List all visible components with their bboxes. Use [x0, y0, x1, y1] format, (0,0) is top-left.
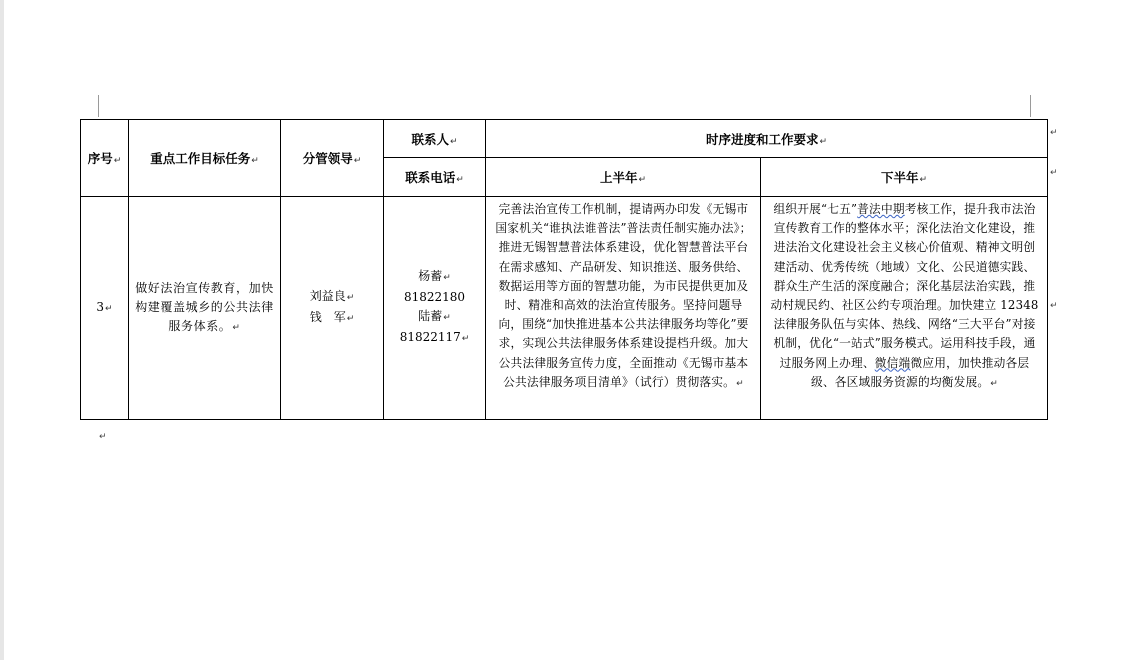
- header-schedule: [486, 120, 1048, 158]
- header-contact: [384, 120, 486, 158]
- header-second-half-label: 下半年: [880, 170, 919, 185]
- contact-name-1: 杨蓄: [418, 269, 443, 283]
- header-contact-label: 联系人: [411, 131, 449, 147]
- header-first-half-label: 上半年: [599, 170, 638, 185]
- paragraph-mark: ↵: [736, 378, 744, 389]
- paragraph-mark: ↵: [443, 273, 451, 283]
- second-half-text-1: 组织开展“七五”: [773, 202, 858, 216]
- second-half-text-2: 考核工作，提升我市法治宣传教育工作的整体水平；深化法治文化建设，推进法治文化建设社会主义核心价值观、精神文明创建活动、优秀传统（地域）文化、公民道德实践、群众生产生活的深度融合；深化基层法治实践，推动村规民约、社区公约专项治理。加快建立 12348 法律服务队伍与实体、热线、网络“三大平台”对接机制，优化“一站式”服务模式。运用科技手段，通过服务网上办理、: [770, 202, 1039, 370]
- leader-name-1: 刘益良: [309, 289, 346, 303]
- header-first-half: [486, 158, 761, 197]
- paragraph-mark: ↵: [919, 175, 928, 185]
- row-end-mark: ↵: [1050, 168, 1058, 178]
- first-half-text: 完善法治宣传工作机制，提请两办印发《无锡市国家机关“谁执法谁普法”普法责任制实施办法》；推进无锡智慧普法体系建设，优化智慧普法平台在需求感知、产品研发、知识推送、服务供给、数据运用等方面的智慧功能，为市民提供更加及时、精准和高效的法治宣传服务。坚持问题导向，围绕“加快推进基本公共法律服务均等化”要求，实现公共法律服务体系建设提档升级。加大公共法律服务宣传力度，全面推动《无锡市基本公共法律服务项目清单》（试行）贯彻落实。: [495, 202, 752, 389]
- paragraph-mark: ↵: [461, 334, 470, 344]
- header-task-label: 重点工作目标任务: [150, 151, 251, 166]
- work-task-table: [80, 119, 1048, 420]
- cell-contact: [384, 197, 486, 420]
- cell-second-half: [761, 197, 1048, 420]
- header-phone-label: 联系电话: [405, 170, 456, 185]
- second-half-text-3: 微应用，加快推动各层级、各区域服务资源的均衡发展。: [810, 355, 1030, 389]
- header-row-1: [81, 120, 1048, 158]
- crop-mark-left: [98, 95, 99, 117]
- cell-first-half: [486, 197, 761, 420]
- row-end-mark: ↵: [1050, 128, 1058, 138]
- paragraph-mark: ↵: [113, 156, 122, 166]
- crop-mark-right: [1030, 95, 1031, 117]
- paragraph-mark: ↵: [346, 293, 355, 303]
- paragraph-mark: ↵: [819, 136, 828, 147]
- header-phone: [384, 158, 486, 197]
- header-leader: [281, 120, 384, 197]
- paragraph-mark: ↵: [232, 322, 241, 333]
- paragraph-mark: ↵: [443, 313, 451, 323]
- contact-phone-2: 81822117: [399, 330, 461, 344]
- cell-seq: [81, 197, 129, 420]
- header-seq: [81, 120, 129, 197]
- header-second-half: [761, 158, 1048, 197]
- row-task-text: 做好法治宣传教育，加快构建覆盖城乡的公共法律服务体系。: [135, 280, 274, 333]
- paragraph-mark: ↵: [346, 314, 355, 324]
- paragraph-mark: ↵: [105, 303, 113, 314]
- header-seq-label: 序号: [87, 151, 113, 166]
- header-task: [129, 120, 281, 197]
- cell-leader: [281, 197, 384, 420]
- empty-paragraph-mark[interactable]: ↵: [99, 432, 107, 442]
- spelling-flag-2[interactable]: 微信端: [874, 355, 911, 370]
- row-seq-value: 3: [96, 299, 105, 314]
- paragraph-mark: ↵: [990, 378, 999, 389]
- paragraph-mark: ↵: [456, 175, 464, 185]
- paragraph-mark: ↵: [251, 156, 259, 166]
- paragraph-mark: ↵: [353, 156, 362, 166]
- paragraph-mark: ↵: [449, 136, 458, 147]
- cell-task: [129, 197, 281, 420]
- spelling-flag-1[interactable]: 普法中期: [857, 202, 905, 216]
- leader-name-2: 钱 军: [309, 310, 346, 324]
- header-schedule-label: 时序进度和工作要求: [705, 131, 819, 147]
- row-end-mark: ↵: [1050, 301, 1058, 311]
- paragraph-mark: ↵: [638, 175, 647, 185]
- contact-phone-1: 81822180: [403, 290, 466, 304]
- table-row: [81, 197, 1048, 420]
- contact-name-2: 陆蓄: [418, 309, 443, 323]
- header-leader-label: 分管领导: [302, 151, 353, 166]
